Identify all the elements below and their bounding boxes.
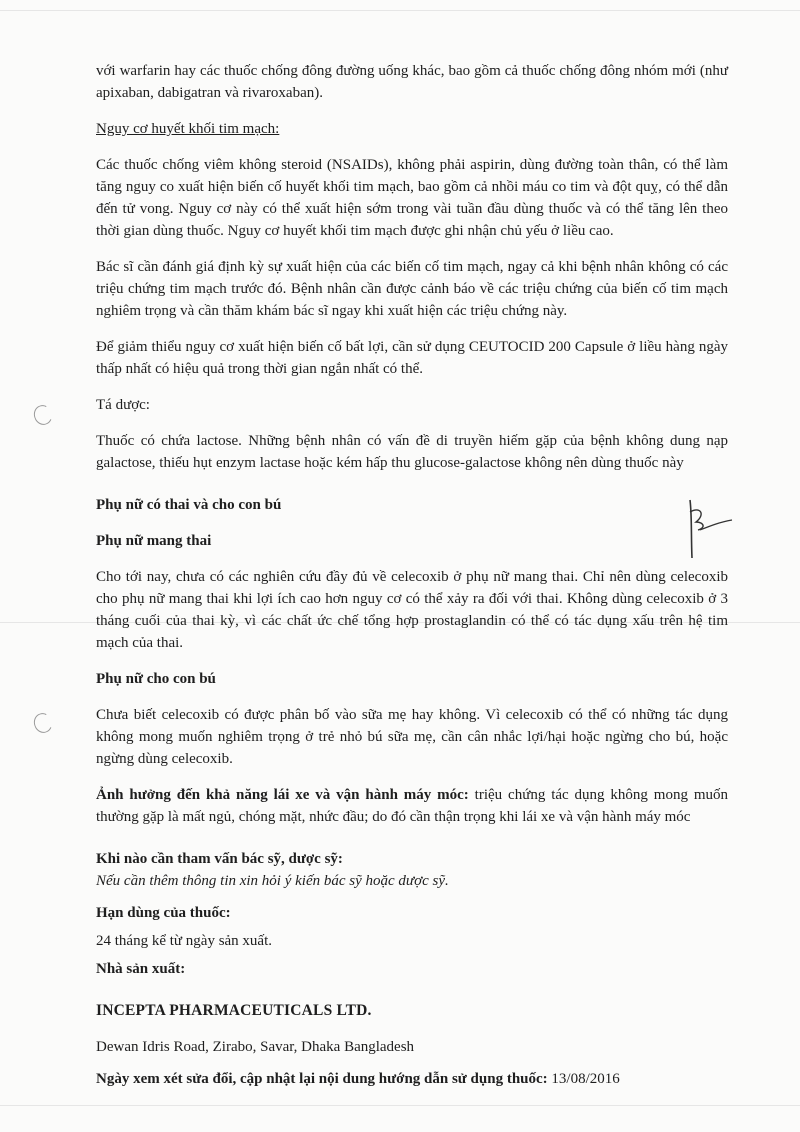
heading-expiry: Hạn dùng của thuốc: xyxy=(96,905,231,921)
paragraph-excipient: Thuốc có chứa lactose. Những bệnh nhân có vấn đề di truyền hiếm gặp của bệnh không dung nạp galactose, thiếu hụt enzym lactase hoặc kém hấp thu glucose-galactose không nên dùng thuốc này xyxy=(96,433,728,471)
paragraph-driving xyxy=(96,784,728,828)
heading-manufacturer: Nhà sản xuất: xyxy=(96,961,186,977)
document-body xyxy=(96,60,728,1090)
paragraph-consult: Nếu cần thêm thông tin xin hỏi ý kiến bác sỹ hoặc dược sỹ. xyxy=(96,873,449,889)
punch-hole-upper xyxy=(31,403,55,428)
revision-date: 13/08/2016 xyxy=(547,1071,620,1087)
paragraph-cardio-3: Để giảm thiểu nguy cơ xuất hiện biến cố bất lợi, cần sử dụng CEUTOCID 200 Capsule ở liều hàng ngày thấp nhất có hiệu quả trong thời gian ngắn nhất có thể. xyxy=(96,339,728,377)
heading-driving: Ảnh hưởng đến khả năng lái xe và vận hành máy móc: xyxy=(96,787,469,803)
paragraph-cardio-1: Các thuốc chống viêm không steroid (NSAIDs), không phải aspirin, dùng đường toàn thân, có thể làm tăng nguy co xuất hiện biến cố huyết khối tim mạch, bao gồm cả nhồi máu co tim và đột quỵ, có thể dẫn đến tử vong. Nguy cơ này có thể xuất hiện sớm trong vài tuần đầu dùng thuốc và có thể tăng lên theo thời gian dùng thuốc. Nguy cơ huyết khối tim mạch được ghi nhận chủ yếu ở liều cao. xyxy=(96,157,728,239)
driving-text: triệu chứng tác dụng không mong muốn thường gặp là mất ngủ, chóng mặt, nhức đầu; do đó cần thận trọng khi lái xe và vận hành máy móc xyxy=(96,787,729,825)
scan-line-bottom xyxy=(0,1105,800,1106)
paragraph-lactation: Chưa biết celecoxib có được phân bố vào sữa mẹ hay không. Vì celecoxib có thể có những tác dụng không mong muốn nghiêm trọng ở trẻ nhỏ bú sữa mẹ, cần cân nhắc lợi/hại hoặc ngừng cho bú, hoặc ngừng dùng celecoxib. xyxy=(96,707,728,767)
paragraph-pregnancy: Cho tới nay, chưa có các nghiên cứu đầy đủ về celecoxib ở phụ nữ mang thai. Chỉ nên dùng celecoxib cho phụ nữ mang thai khi lợi ích cao hơn nguy cơ có thể xảy ra đối với thai. Không dùng celecoxib ở 3 tháng cuối của thai kỳ, vì các chất ức chế tổng hợp prostaglandin có thể có tác dụng xấu trên hệ tim mạch của thai. xyxy=(96,569,728,651)
scan-line-top xyxy=(0,10,800,11)
heading-pregnancy: Phụ nữ mang thai xyxy=(96,533,212,549)
paragraph-cardio-2: Bác sĩ cần đánh giá định kỳ sự xuất hiện của các biến cố tim mạch, ngay cả khi bệnh nhân không có các triệu chứng tim mạch trước đó. Bệnh nhân cần được cảnh báo về các triệu chứng của biến cố tim mạch nghiêm trọng và cần thăm khám bác sĩ ngay khi xuất hiện các triệu chứng này. xyxy=(96,259,728,319)
revision-line xyxy=(96,1068,728,1090)
heading-revision: Ngày xem xét sửa đổi, cập nhật lại nội dung hướng dẫn sử dụng thuốc: xyxy=(96,1071,548,1087)
heading-consult: Khi nào cần tham vấn bác sỹ, dược sỹ: xyxy=(96,851,343,867)
heading-cardio-risk: Nguy cơ huyết khối tim mạch: xyxy=(96,121,280,137)
paragraph-expiry: 24 tháng kể từ ngày sản xuất. xyxy=(96,933,273,949)
heading-pregnancy-lactation: Phụ nữ có thai và cho con bú xyxy=(96,497,282,513)
heading-lactation: Phụ nữ cho con bú xyxy=(96,671,216,687)
manufacturer-name: INCEPTA PHARMACEUTICALS LTD. xyxy=(96,1002,372,1019)
heading-excipient: Tá dược: xyxy=(96,397,150,413)
punch-hole-lower xyxy=(31,711,55,736)
paragraph-intro: với warfarin hay các thuốc chống đông đường uống khác, bao gồm cả thuốc chống đông nhóm mới (như apixaban, dabigatran và rivaroxaban). xyxy=(96,63,728,101)
manufacturer-address: Dewan Idris Road, Zirabo, Savar, Dhaka Bangladesh xyxy=(96,1039,415,1055)
